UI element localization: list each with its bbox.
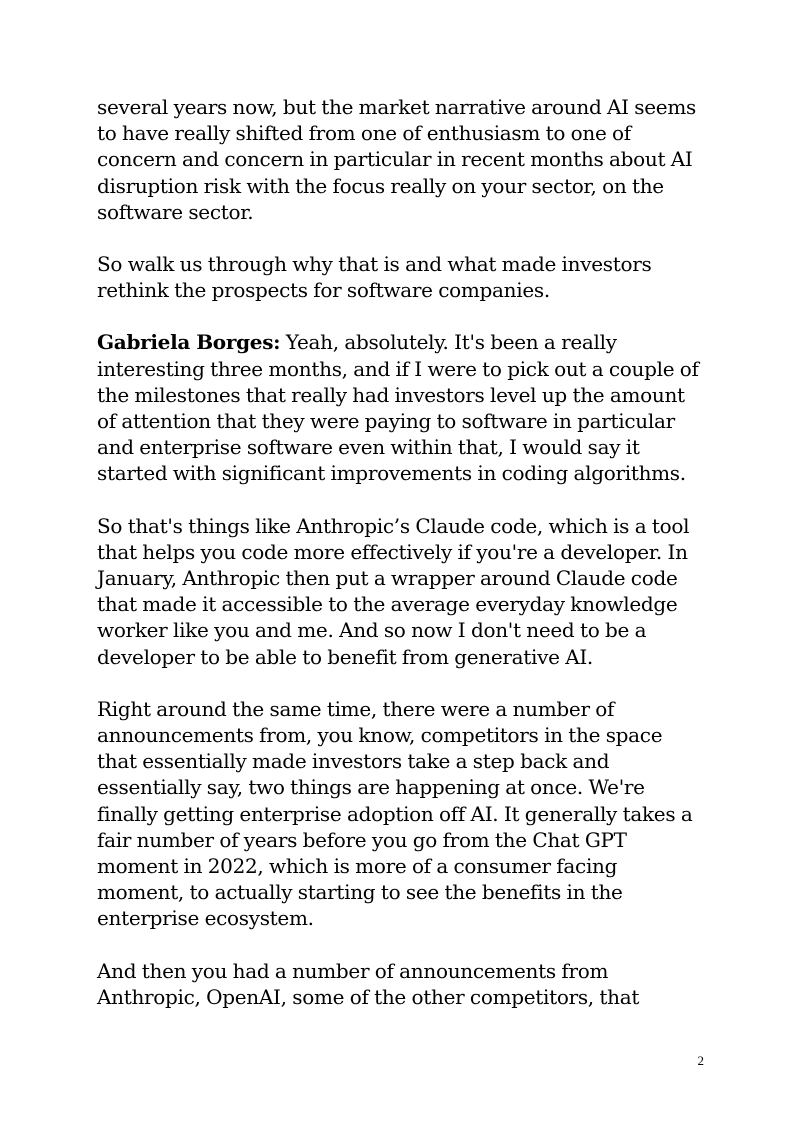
paragraph-6 [97,958,707,1010]
paragraph-4 [97,513,707,670]
paragraph-text: several years now, but the market narrative around AI seems to have really shifted from one of enthusiasm to one of concern and concern in particular in recent months about AI disruption risk with the focus really on your sector, on the software sector. [97,95,696,224]
transcript-body [97,94,707,1036]
page-number: 2 [697,1053,704,1068]
paragraph-3 [97,329,707,486]
paragraph-text: Yeah, absolutely. It's been a really interesting three months, and if I were to pick out a couple of the milestones that really had investors level up the amount of attention that they were paying to software in particular and enterprise software even within that, I would say it started with significant improvements in coding algorithms. [97,330,699,486]
paragraph-text: So walk us through why that is and what made investors rethink the prospects for software companies. [97,252,652,303]
paragraph-1 [97,94,707,225]
paragraph-text: So that's things like Anthropic’s Claude code, which is a tool that helps you code more effectively if you're a developer. In January, Anthropic then put a wrapper around Claude code that made it accessible to the average everyday knowledge worker like you and me. And so now I don't need to be a developer to be able to benefit from generative AI. [97,513,690,669]
paragraph-text: And then you had a number of announcements from Anthropic, OpenAI, some of the other competitors, that [97,958,640,1009]
speaker-name: Gabriela Borges: [97,330,281,355]
paragraph-2 [97,251,707,303]
paragraph-5 [97,696,707,932]
paragraph-text: Right around the same time, there were a number of announcements from, you know, competitors in the space that essentially made investors take a step back and essentially say, two things are happening at once. We're finally getting enterprise adoption off AI. It generally takes a fair number of years before you go from the Chat GPT moment in 2022, which is more of a consumer facing moment, to actually starting to see the benefits in the enterprise ecosystem. [97,696,693,931]
